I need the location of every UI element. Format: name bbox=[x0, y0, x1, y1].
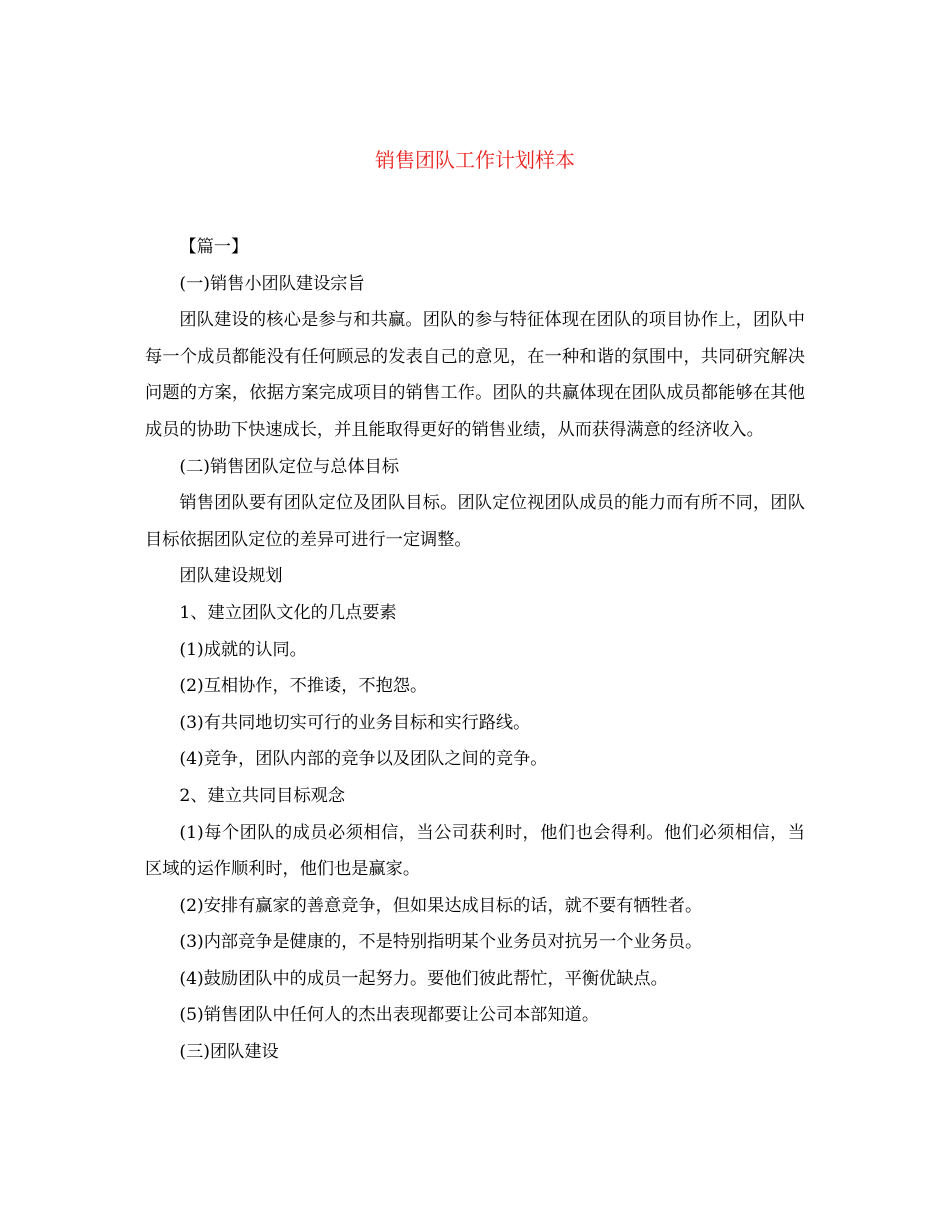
list-item: (5)销售团队中任何人的杰出表现都要让公司本部知道。 bbox=[179, 1005, 600, 1026]
list-item: (1)每个团队的成员必须相信，当公司获利时，他们也会得利。他们必须相信，当区域的运作顺利时，他们也是赢家。 bbox=[145, 822, 805, 880]
list-item: (1)成就的认同。 bbox=[179, 639, 307, 660]
heading-culture-elements: 1、建立团队文化的几点要素 bbox=[179, 602, 397, 623]
list-item: (4)鼓励团队中的成员一起努力。要他们彼此帮忙，平衡优缺点。 bbox=[179, 968, 668, 989]
list-item: (2)互相协作，不推诿，不抱怨。 bbox=[179, 676, 428, 697]
paragraph-team-core: 团队建设的核心是参与和共赢。团队的参与特征体现在团队的项目协作上，团队中每一个成员都能没有任何顾忌的发表自己的意见，在一种和谐的氛围中，共同研究解决问题的方案，依据方案完成项目的销售工作。团队的共赢体现在团队成员都能够在其他成员的协助下快速成长，并且能取得更好的销售业绩，从而获得满意的经济收入。 bbox=[145, 310, 805, 440]
heading-team-plan: 团队建设规划 bbox=[179, 566, 283, 587]
list-item: (3)有共同地切实可行的业务目标和实行路线。 bbox=[179, 712, 531, 733]
document-body bbox=[145, 229, 805, 1071]
heading-shared-goals: 2、建立共同目标观念 bbox=[179, 785, 346, 806]
list-item: (3)内部竞争是健康的，不是特别指明某个业务员对抗另一个业务员。 bbox=[179, 932, 703, 953]
list-item: (2)安排有赢家的善意竞争，但如果达成目标的话，就不要有牺牲者。 bbox=[179, 895, 703, 916]
list-item: (4)竞争，团队内部的竞争以及团队之间的竞争。 bbox=[179, 749, 548, 770]
heading-team-purpose: (一)销售小团队建设宗旨 bbox=[179, 273, 365, 294]
heading-team-building: (三)团队建设 bbox=[179, 1042, 279, 1063]
heading-team-positioning: (二)销售团队定位与总体目标 bbox=[179, 456, 400, 477]
section-label: 【篇一】 bbox=[179, 237, 249, 257]
document-title: 销售团队工作计划样本 bbox=[375, 148, 575, 172]
paragraph-team-positioning: 销售团队要有团队定位及团队目标。团队定位视团队成员的能力而有所不同，团队目标依据团队定位的差异可进行一定调整。 bbox=[145, 493, 805, 550]
